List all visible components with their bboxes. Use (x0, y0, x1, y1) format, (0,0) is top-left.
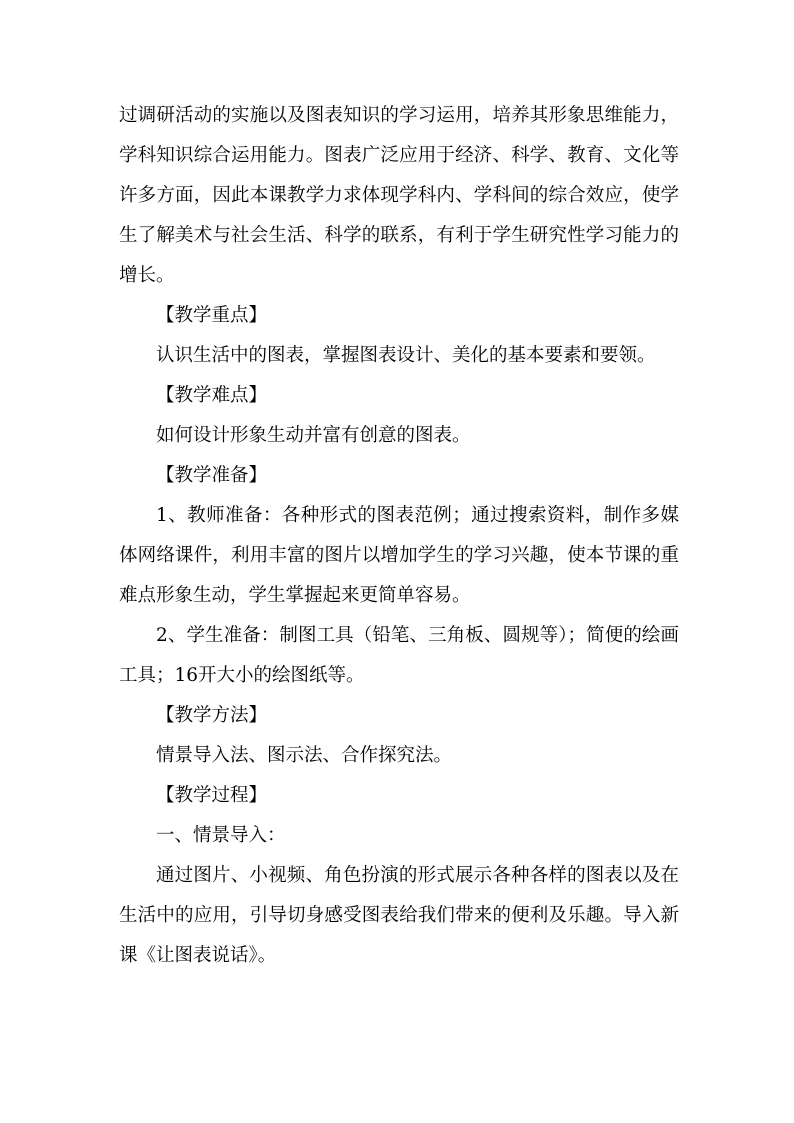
student-preparation-text: 2、学生准备：制图工具（铅笔、三角板、圆规等）；简便的绘画工具；16开大小的绘图纸等。 (119, 625, 679, 686)
section-heading-preparation: 【教学准备】 (156, 465, 268, 486)
section-heading-difficulties: 【教学难点】 (156, 385, 268, 406)
difficulties-text: 如何设计形象生动并富有创意的图表。 (156, 425, 471, 446)
process-step-text: 通过图片、小视频、角色扮演的形式展示各种各样的图表以及在生活中的应用，引导切身感受图表给我们带来的便利及乐趣。导入新课《让图表说话》。 (119, 865, 679, 966)
section-heading-key-points: 【教学重点】 (156, 305, 268, 326)
document-body (119, 96, 679, 976)
section-heading-methods: 【教学方法】 (156, 705, 268, 726)
process-step-heading: 一、情景导入： (156, 825, 286, 846)
key-points-text: 认识生活中的图表，掌握图表设计、美化的基本要素和要领。 (156, 345, 656, 366)
section-heading-process: 【教学过程】 (156, 785, 268, 806)
methods-text: 情景导入法、图示法、合作探究法。 (156, 745, 453, 766)
teacher-preparation-text: 1、教师准备：各种形式的图表范例；通过搜索资料，制作多媒体网络课件，利用丰富的图片以增加学生的学习兴趣，使本节课的重难点形象生动，学生掌握起来更简单容易。 (119, 505, 679, 606)
intro-paragraph: 过调研活动的实施以及图表知识的学习运用，培养其形象思维能力，学科知识综合运用能力。图表广泛应用于经济、科学、教育、文化等许多方面，因此本课教学力求体现学科内、学科间的综合效应，使学生了解美术与社会生活、科学的联系，有利于学生研究性学习能力的增长。 (119, 105, 679, 286)
